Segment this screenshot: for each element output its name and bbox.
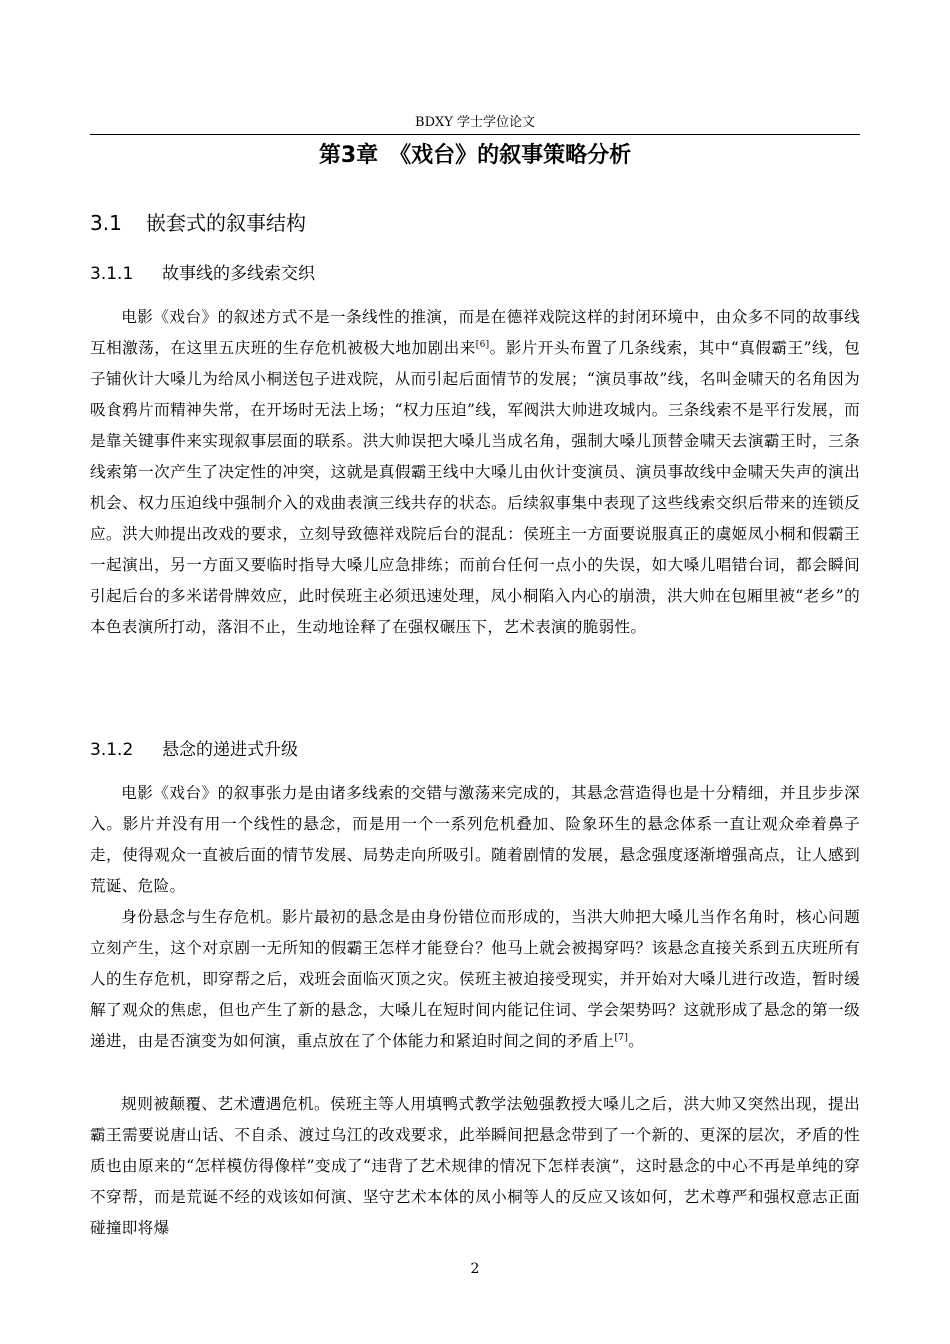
subsection-heading-1 [90,262,315,286]
running-header: BDXY 学士学位论文 [415,115,535,130]
section-number: 3.1 [90,211,122,235]
section-title: 嵌套式的叙事结构 [146,211,306,235]
subsection-number: 3.1.2 [90,740,134,760]
chapter-title: 第3章 《戏台》的叙事策略分析 [318,143,632,168]
subsection-title: 故事线的多线索交织 [162,264,315,284]
body-paragraph-3 [90,902,860,1057]
subsection-number: 3.1.1 [90,264,134,284]
section-heading [90,210,306,236]
paragraph-text: 电影《戏台》的叙述方式不是一条线性的推演，而是在德祥戏院这样的封闭环境中，由众多不同的故事线互相激荡，在这里五庆班的生存危机被极大地加剧出来 [90,308,860,357]
page-number: 2 [470,1261,480,1277]
subsection-heading-2 [90,738,298,762]
body-paragraph-4: 规则被颠覆、艺术遭遇危机。侯班主等人用填鸭式教学法勉强教授大嗓儿之后，洪大帅又突然出现，提出霸王需要说唐山话、不自杀、渡过乌江的改戏要求，此举瞬间把悬念带到了一个新的、更深的层次，矛盾的性质也由原来的“怎样模仿得像样”变成了“违背了艺术规律的情况下怎样表演”，这时悬念的中心不再是单纯的穿不穿帮，而是荒诞不经的戏该如何演、坚守艺术本体的凤小桐等人的反应又该如何，艺术尊严和强权意志正面碰撞即将爆 [90,1095,860,1237]
body-paragraph-2: 电影《戏台》的叙事张力是由诸多线索的交错与激荡来完成的，其悬念营造得也是十分精细，并且步步深入。影片并没有用一个线性的悬念，而是用一个一系列危机叠加、险象环生的悬念体系一直让观众牵着鼻子走，使得观众一直被后面的情节发展、局势走向所吸引。随着剧情的发展，悬念强度逐渐增强高点，让人感到荒诞、危险。 [90,784,860,895]
subsection-title: 悬念的递进式升级 [162,740,298,760]
citation-marker: [7] [614,1033,629,1043]
header-rule [90,134,860,135]
citation-marker: [6] [475,340,490,350]
paragraph-text: 。影片开头布置了几条线索，其中“真假霸王”线，包子铺伙计大嗓儿为给凤小桐送包子进戏院，从而引起后面情节的发展；“演员事故”线，名叫金啸天的名角因为吸食鸦片而精神失常，在开场时无法上场；“权力压迫”线，军阀洪大帅进攻城内。三条线索不是平行发展，而是靠关键事件来实现叙事层面的联系。洪大帅误把大嗓儿当成名角，强制大嗓儿顶替金啸天去演霸王时，三条线索第一次产生了决定性的冲突，这就是真假霸王线中大嗓儿由伙计变演员、演员事故线中金啸天失声的演出机会、权力压迫线中强制介入的戏曲表演三线共存的状态。后续叙事集中表现了这些线索交织后带来的连锁反应。洪大帅提出改戏的要求，立刻导致德祥戏院后台的混乱：侯班主一方面要说服真正的虞姬凤小桐和假霸王一起演出，另一方面又要临时指导大嗓儿应急排练；而前台任何一点小的失误，如大嗓儿唱错台词，都会瞬间引起后台的多米诺骨牌效应，此时侯班主必须迅速处理，凤小桐陷入内心的崩溃，洪大帅在包厢里被“老乡”的本色表演所打动，落泪不止，生动地诠释了在强权碾压下，艺术表演的脆弱性。 [90,339,860,636]
paragraph-text: 。 [628,1032,645,1050]
body-paragraph-1 [90,302,860,643]
paragraph-text: 身份悬念与生存危机。影片最初的悬念是由身份错位而形成的，当洪大帅把大嗓儿当作名角时，核心问题立刻产生，这个对京剧一无所知的假霸王怎样才能登台？他马上就会被揭穿吗？该悬念直接关系到五庆班所有人的生存危机，即穿帮之后，戏班会面临灭顶之灾。侯班主被迫接受现实，并开始对大嗓儿进行改造，暂时缓解了观众的焦虑，但也产生了新的悬念，大嗓儿在短时间内能记住词、学会架势吗？这就形成了悬念的第一级递进，由是否演变为如何演，重点放在了个体能力和紧迫时间之间的矛盾上 [90,908,860,1050]
